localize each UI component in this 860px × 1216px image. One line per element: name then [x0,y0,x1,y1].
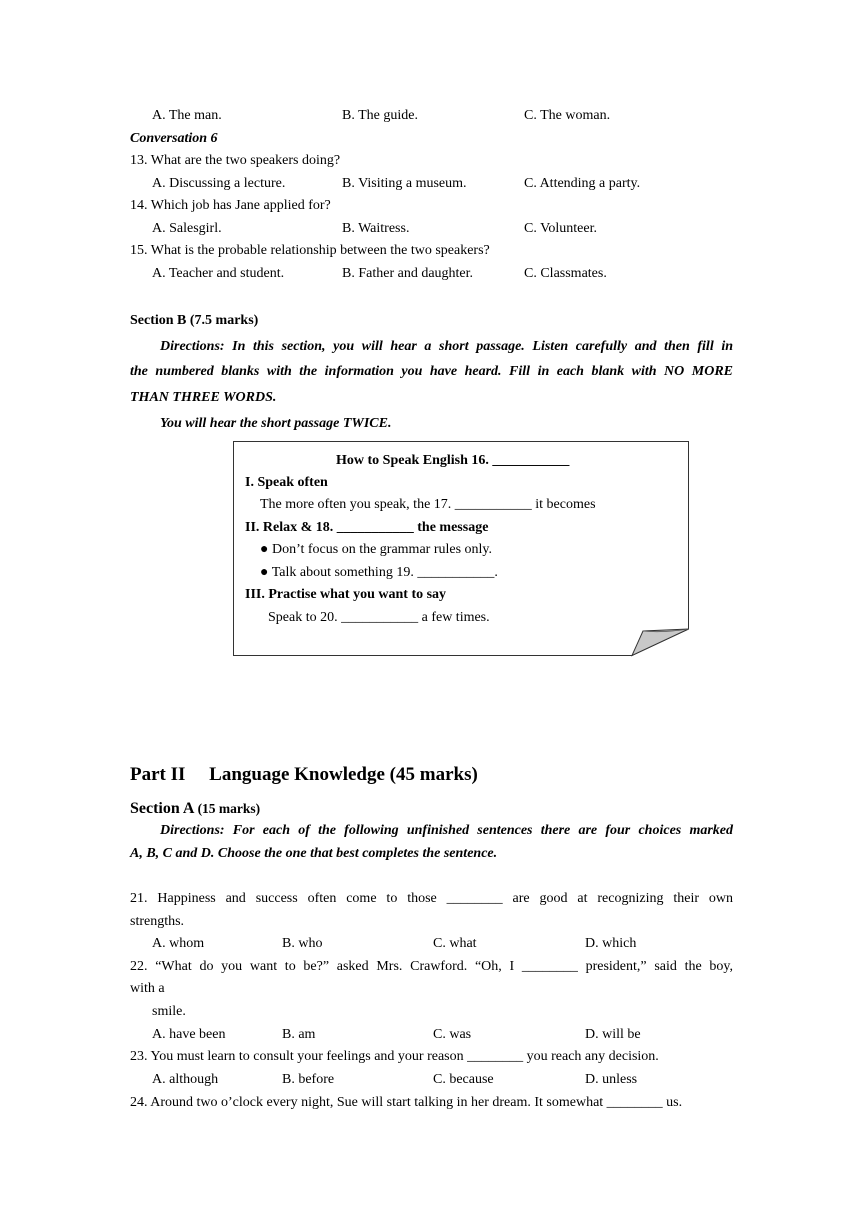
question-stem: 21. Happiness and success often come to those ________ are good at recognizing their own [130,891,733,906]
question-stem: 15. What is the probable relationship between the two speakers? [130,243,490,258]
directions-line: A, B, C and D. Choose the one that best completes the sentence. [130,846,498,861]
option-a: A. have been [152,1027,226,1042]
question-stem: 23. You must learn to consult your feelings and your reason ________ you reach any decision. [130,1049,659,1064]
option-c: C. because [433,1072,494,1087]
notes-title: How to Speak English 16. ___________ [336,453,570,468]
option-b: B. who [282,936,323,951]
directions-line: THAN THREE WORDS. [130,390,277,405]
section-heading [130,800,260,818]
option-c: C. what [433,936,477,951]
option-c: C. Attending a party. [524,176,641,191]
notes-bullet: ● Don’t focus on the grammar rules only. [260,542,493,557]
question-stem: 24. Around two o’clock every night, Sue will start talking in her dream. It somewhat ________ us. [130,1095,683,1110]
option-d: D. which [585,936,637,951]
notes-line: The more often you speak, the 17. ___________ it becomes [260,497,596,512]
notes-bullet: ● Talk about something 19. ___________. [260,565,498,580]
listen-twice-note: You will hear the short passage TWICE. [160,416,392,431]
notes-line: Speak to 20. ___________ a few times. [268,610,490,625]
directions-line: Directions: For each of the following unfinished sentences there are four choices marked [160,823,733,838]
option-d: D. will be [585,1027,641,1042]
option-b: B. before [282,1072,335,1087]
section-heading: Section B (7.5 marks) [130,313,259,328]
notes-heading: III. Practise what you want to say [245,587,447,602]
notes-heading: I. Speak often [245,475,328,490]
question-stem: 22. “What do you want to be?” asked Mrs. Crawford. “Oh, I ________ president,” said the boy, [130,959,733,974]
option-c: C. The woman. [524,108,611,123]
question-stem-continued: strengths. [130,914,185,929]
option-c: C. Volunteer. [524,221,597,236]
option-a: A. whom [152,936,205,951]
option-a: A. Salesgirl. [152,221,222,236]
section-heading-marks: (15 marks) [197,801,261,816]
option-b: B. Waitress. [342,221,410,236]
question-stem-continued: smile. [152,1004,186,1019]
notes-heading: II. Relax & 18. ___________ the message [245,520,489,535]
option-b: B. Father and daughter. [342,266,474,281]
section-heading-main: Section A [130,800,194,817]
option-c: C. Classmates. [524,266,607,281]
option-b: B. Visiting a museum. [342,176,467,191]
question-stem: 13. What are the two speakers doing? [130,153,341,168]
part-heading: Part II Language Knowledge (45 marks) [130,764,478,785]
directions-line: the numbered blanks with the information you have heard. Fill in each blank with NO MORE [130,364,733,379]
option-a: A. although [152,1072,219,1087]
directions-line: Directions: In this section, you will hear a short passage. Listen carefully and then fill in [160,339,733,354]
option-a: A. Teacher and student. [152,266,285,281]
option-b: B. am [282,1027,316,1042]
question-stem-continued: with a [130,981,165,996]
question-stem: 14. Which job has Jane applied for? [130,198,331,213]
option-d: D. unless [585,1072,638,1087]
option-b: B. The guide. [342,108,418,123]
conversation-heading: Conversation 6 [130,131,218,146]
option-a: A. Discussing a lecture. [152,176,286,191]
option-c: C. was [433,1027,472,1042]
option-a: A. The man. [152,108,222,123]
